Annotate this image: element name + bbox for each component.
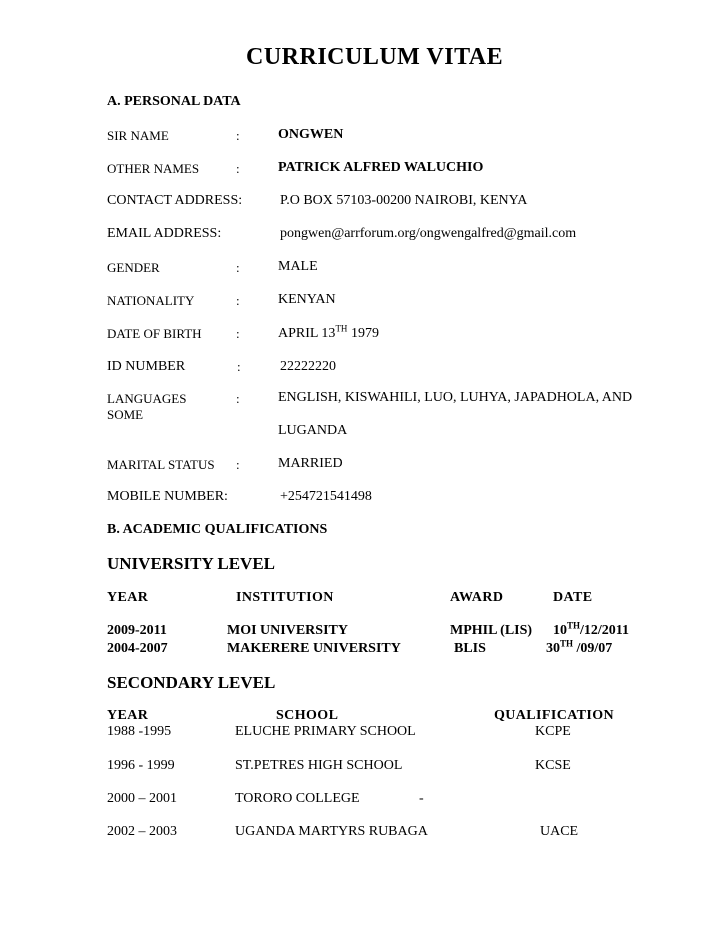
column-year: YEAR [107, 708, 149, 723]
languages-label: LANGUAGES [107, 391, 187, 406]
university-level-heading: UNIVERSITY LEVEL [107, 554, 275, 573]
column-qualification: QUALIFICATION [494, 708, 615, 723]
row-school: TORORO COLLEGE [235, 791, 360, 806]
email-value: pongwen@arrforum.org/ongwengalfred@gmail.com [280, 226, 577, 241]
sir-name-label: SIR NAME [107, 128, 169, 143]
separator: : [236, 457, 240, 472]
row-qualification: KCSE [535, 758, 571, 773]
row-year: 2004-2007 [107, 641, 168, 656]
row-year: 2002 – 2003 [107, 824, 177, 839]
date-of-birth-label: DATE OF BIRTH [107, 326, 202, 341]
marital-status-value: MARRIED [278, 456, 343, 471]
row-year: 1988 -1995 [107, 724, 172, 739]
row-award: MPHIL (LIS) [450, 623, 533, 638]
row-qualification: UACE [540, 824, 579, 839]
nationality-label: NATIONALITY [107, 293, 195, 308]
column-school: SCHOOL [276, 708, 339, 723]
column-year: YEAR [107, 590, 149, 605]
row-year: 2000 – 2001 [107, 791, 177, 806]
mobile-number-label: MOBILE NUMBER: [107, 489, 228, 504]
row-school: ELUCHE PRIMARY SCHOOL [235, 724, 416, 739]
row-date: 10TH/12/2011 [553, 620, 630, 638]
separator: : [236, 260, 240, 275]
sir-name-value: ONGWEN [278, 127, 344, 142]
marital-status-label: MARITAL STATUS [107, 457, 215, 472]
gender-label: GENDER [107, 260, 160, 275]
row-date: 30TH /09/07 [546, 638, 613, 656]
id-number-label: ID NUMBER [107, 359, 186, 374]
row-qualification: KCPE [535, 724, 571, 739]
id-number-value: 22222220 [280, 359, 336, 374]
row-institution: MOI UNIVERSITY [227, 623, 348, 638]
row-school: ST.PETRES HIGH SCHOOL [235, 758, 403, 773]
date-of-birth-value: APRIL 13TH 1979 [278, 323, 379, 341]
mobile-number-value: +254721541498 [280, 489, 372, 504]
gender-value: MALE [278, 259, 318, 274]
row-dash: - [419, 791, 424, 806]
row-school: UGANDA MARTYRS RUBAGA [235, 824, 428, 839]
separator: : [236, 326, 240, 341]
separator: : [236, 391, 240, 406]
languages-value-line2: LUGANDA [278, 423, 348, 438]
personal-data-heading: A. PERSONAL DATA [107, 94, 241, 109]
row-year: 1996 - 1999 [107, 758, 175, 773]
column-institution: INSTITUTION [236, 590, 334, 605]
row-year: 2009-2011 [107, 623, 167, 638]
secondary-level-heading: SECONDARY LEVEL [107, 673, 276, 692]
separator: : [236, 293, 240, 308]
contact-address-value: P.O BOX 57103-00200 NAIROBI, KENYA [280, 193, 528, 208]
separator: : [237, 359, 241, 374]
languages-value: ENGLISH, KISWAHILI, LUO, LUHYA, JAPADHOLA, AND [278, 390, 633, 405]
contact-address-label: CONTACT ADDRESS: [107, 193, 243, 208]
row-award: BLIS [454, 641, 486, 656]
email-label: EMAIL ADDRESS: [107, 226, 222, 241]
nationality-value: KENYAN [278, 292, 336, 307]
academic-heading: B. ACADEMIC QUALIFICATIONS [107, 522, 328, 537]
column-award: AWARD [450, 590, 504, 605]
column-date: DATE [553, 590, 593, 605]
page-title: CURRICULUM VITAE [246, 44, 504, 70]
other-names-value: PATRICK ALFRED WALUCHIO [278, 160, 484, 175]
separator: : [236, 161, 240, 176]
other-names-label: OTHER NAMES [107, 161, 200, 176]
row-institution: MAKERERE UNIVERSITY [227, 641, 401, 656]
languages-label-line2: SOME [107, 407, 144, 422]
separator: : [236, 128, 240, 143]
